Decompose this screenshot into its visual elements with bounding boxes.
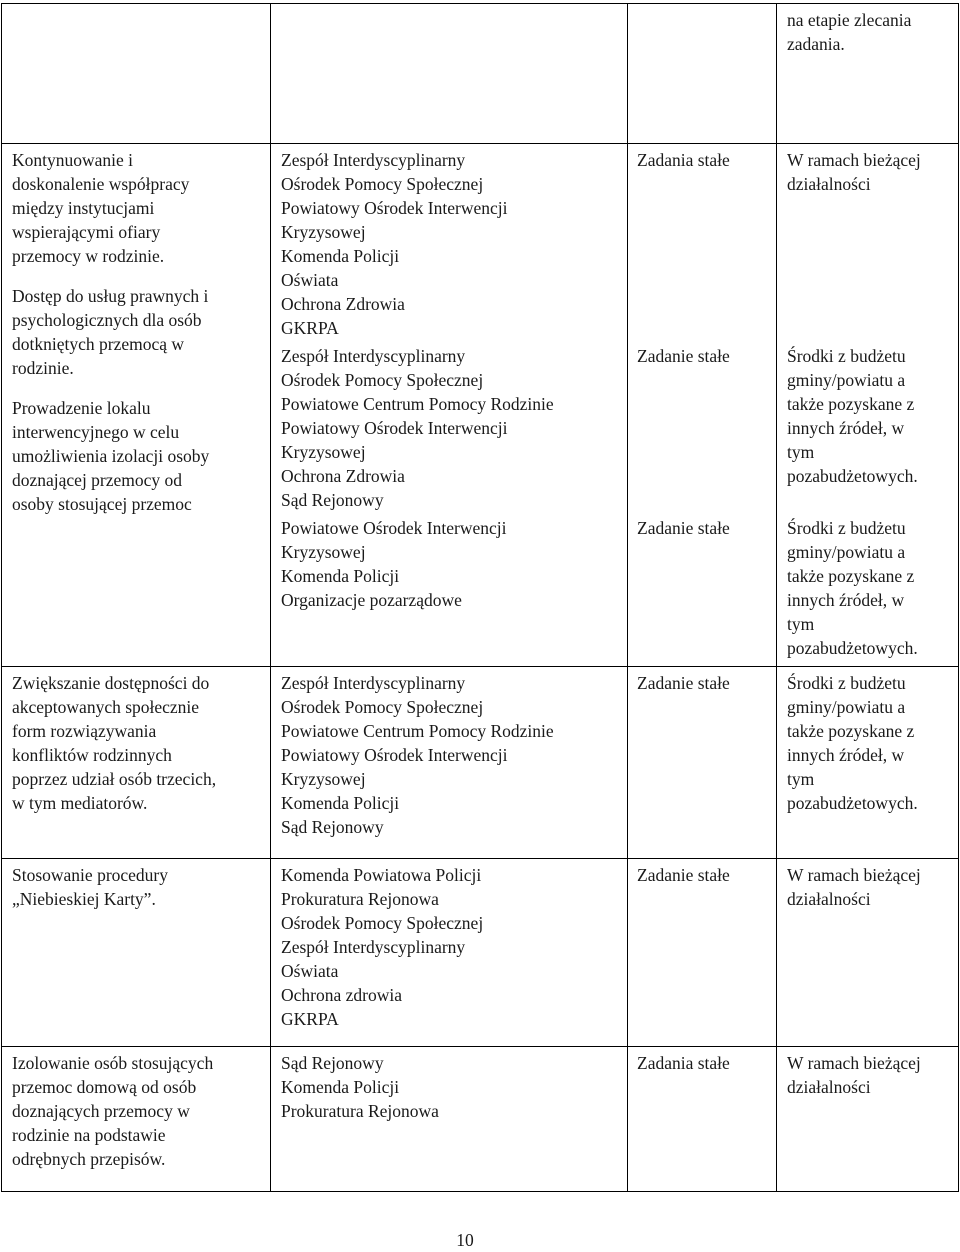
table-row-blue-card bbox=[2, 859, 959, 1047]
partners-text: Powiatowe Ośrodek Interwencji Kryzysowej Komenda Policji Organizacje pozarządowe bbox=[281, 518, 507, 610]
cell-funding bbox=[777, 1047, 959, 1192]
cell-continuation-funding bbox=[777, 4, 959, 144]
partners-text: Sąd Rejonowy Komenda Policji Prokuratura Rejonowa bbox=[281, 1053, 439, 1121]
funding-text: W ramach bieżącej działalności bbox=[787, 150, 921, 194]
cell-task bbox=[2, 1047, 271, 1192]
cell-funding bbox=[777, 144, 959, 667]
funding-text: na etapie zlecania zadania. bbox=[787, 10, 912, 54]
funding-text: Środki z budżetu gminy/powiatu a także pozyskane z innych źródeł, w tym pozabudżetowych. bbox=[787, 518, 918, 658]
partners-text: Zespół Interdyscyplinarny Ośrodek Pomocy Społecznej Powiatowy Ośrodek Interwencji Kryzysowej Komenda Policji Oświata Ochrona Zdrowia GKRPA bbox=[281, 150, 508, 338]
term-text: Zadania stałe bbox=[637, 150, 730, 170]
cell-task bbox=[2, 667, 271, 859]
funding-text: Środki z budżetu gminy/powiatu a także pozyskane z innych źródeł, w tym pozabudżetowych. bbox=[787, 673, 918, 813]
cell-term bbox=[628, 144, 777, 667]
cell-term bbox=[628, 1047, 777, 1192]
term-text: Zadanie stałe bbox=[637, 865, 730, 885]
funding-text: W ramach bieżącej działalności bbox=[787, 1053, 921, 1097]
funding-text: W ramach bieżącej działalności bbox=[787, 865, 921, 909]
cell-funding bbox=[777, 859, 959, 1047]
tasks-table bbox=[1, 3, 959, 1192]
term-text: Zadanie stałe bbox=[637, 518, 730, 538]
cell-continuation-partners bbox=[271, 4, 628, 144]
cell-tasks bbox=[2, 144, 271, 667]
cell-partners bbox=[271, 667, 628, 859]
cell-funding bbox=[777, 667, 959, 859]
table-row-cooperation bbox=[2, 144, 959, 667]
table-row-continuation bbox=[2, 4, 959, 144]
table-row-isolation bbox=[2, 1047, 959, 1192]
task-text: Kontynuowanie i doskonalenie współpracy między instytucjami wspierającymi ofiary przemocy w rodzinie. bbox=[12, 150, 190, 266]
partners-text: Zespół Interdyscyplinarny Ośrodek Pomocy Społecznej Powiatowe Centrum Pomocy Rodzinie Powiatowy Ośrodek Interwencji Kryzysowej Ochrona Zdrowia Sąd Rejonowy bbox=[281, 346, 554, 510]
cell-term bbox=[628, 859, 777, 1047]
partners-text: Zespół Interdyscyplinarny Ośrodek Pomocy Społecznej Powiatowe Centrum Pomocy Rodzinie Powiatowy Ośrodek Interwencji Kryzysowej Komenda Policji Sąd Rejonowy bbox=[281, 673, 554, 837]
cell-partners bbox=[271, 859, 628, 1047]
term-text: Zadanie stałe bbox=[637, 346, 730, 366]
term-text: Zadania stałe bbox=[637, 1053, 730, 1073]
cell-term bbox=[628, 667, 777, 859]
partners-text: Komenda Powiatowa Policji Prokuratura Rejonowa Ośrodek Pomocy Społecznej Zespół Interdyscyplinarny Oświata Ochrona zdrowia GKRPA bbox=[281, 865, 484, 1029]
task-text: Izolowanie osób stosujących przemoc domową od osób doznających przemocy w rodzinie na podstawie odrębnych przepisów. bbox=[12, 1053, 214, 1169]
term-text: Zadanie stałe bbox=[637, 673, 730, 693]
cell-task bbox=[2, 859, 271, 1047]
task-text: Dostęp do usług prawnych i psychologicznych dla osób dotkniętych przemocą w rodzinie. bbox=[12, 286, 209, 378]
funding-text: Środki z budżetu gminy/powiatu a także pozyskane z innych źródeł, w tym pozabudżetowych. bbox=[787, 346, 918, 486]
cell-continuation-term bbox=[628, 4, 777, 144]
cell-partners bbox=[271, 1047, 628, 1192]
page-number: 10 bbox=[456, 1230, 474, 1250]
task-text: Stosowanie procedury „Niebieskiej Karty”. bbox=[12, 865, 169, 909]
table-row-mediation bbox=[2, 667, 959, 859]
task-text: Prowadzenie lokalu interwencyjnego w celu umożliwienia izolacji osoby doznającej przemocy od osoby stosującej przemoc bbox=[12, 398, 210, 514]
cell-partners bbox=[271, 144, 628, 667]
cell-continuation-task bbox=[2, 4, 271, 144]
task-text: Zwiększanie dostępności do akceptowanych społecznie form rozwiązywania konfliktów rodzinnych poprzez udział osób trzecich, w tym mediatorów. bbox=[12, 673, 217, 813]
